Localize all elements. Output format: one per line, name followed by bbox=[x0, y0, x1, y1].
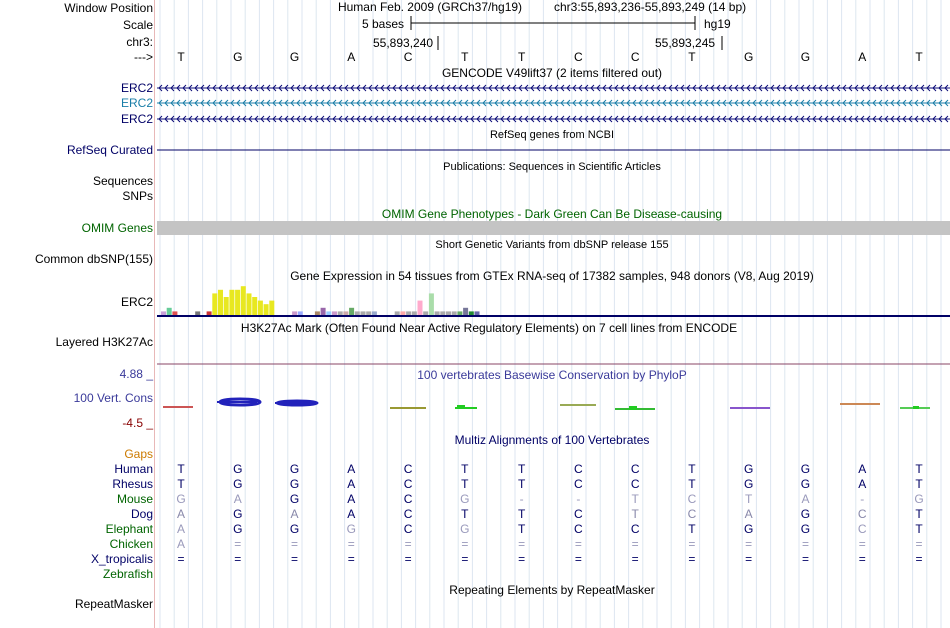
alignment-base: G bbox=[176, 492, 186, 506]
strand-label: ---> bbox=[134, 50, 153, 64]
alignment-base: C bbox=[574, 507, 583, 521]
alignment-base: = bbox=[461, 537, 469, 551]
alignment-base: = bbox=[518, 537, 526, 551]
alignment-base: = bbox=[461, 552, 469, 566]
alignment-base: A bbox=[347, 492, 356, 506]
alignment-base: G bbox=[800, 462, 811, 476]
alignment-base: T bbox=[517, 477, 526, 491]
alignment-base: G bbox=[233, 522, 243, 536]
gtex-label[interactable]: ERC2 bbox=[120, 295, 153, 309]
alignment-base: T bbox=[688, 522, 696, 536]
alignment-base: C bbox=[403, 522, 413, 536]
position-label: chr3:55,893,236-55,893,249 (14 bp) bbox=[554, 0, 747, 14]
alignment-base: G bbox=[289, 462, 300, 476]
alignment-base: T bbox=[461, 507, 469, 521]
gtex-title: Gene Expression in 54 tissues from GTEx RNA-seq of 17382 samples, 948 donors (V8, Aug 2019) bbox=[290, 269, 814, 283]
alignment-base: G bbox=[233, 507, 243, 521]
alignment-base: T bbox=[517, 522, 526, 536]
scale-label: Scale bbox=[122, 18, 153, 32]
alignment-base: C bbox=[574, 522, 583, 536]
scale-text: 5 bases bbox=[362, 17, 405, 31]
alignment-base: T bbox=[461, 477, 469, 491]
seq-base: T bbox=[461, 50, 469, 64]
alignment-base: C bbox=[687, 507, 697, 521]
seq-base: G bbox=[233, 50, 243, 64]
seq-base: A bbox=[858, 50, 867, 64]
refseq-label[interactable]: RefSeq Curated bbox=[66, 143, 153, 157]
alignment-base: C bbox=[574, 477, 583, 491]
cons-label[interactable]: 100 Vert. Cons bbox=[73, 391, 153, 405]
alignment-base: T bbox=[517, 462, 526, 476]
alignment-base: = bbox=[518, 552, 526, 566]
alignment-base: T bbox=[517, 507, 526, 521]
alignment-base: C bbox=[687, 492, 697, 506]
alignment-base: C bbox=[403, 492, 413, 506]
seq-base: C bbox=[574, 50, 583, 64]
alignment-base: = bbox=[801, 552, 809, 566]
gaps-label[interactable]: Gaps bbox=[124, 447, 153, 461]
alignment-base: T bbox=[177, 462, 185, 476]
alignment-base: G bbox=[289, 522, 300, 536]
alignment-base: A bbox=[176, 537, 185, 551]
seq-base: G bbox=[289, 50, 300, 64]
alignment-base: A bbox=[290, 507, 299, 521]
cons-max-label: 4.88 _ bbox=[119, 367, 153, 381]
alignment-base: C bbox=[574, 462, 583, 476]
refseq-title: RefSeq genes from NCBI bbox=[489, 129, 615, 141]
dbsnp-title: Short Genetic Variants from dbSNP release 155 bbox=[435, 239, 669, 251]
alignment-base: C bbox=[403, 462, 413, 476]
coord-1: 55,893,240 bbox=[373, 36, 434, 50]
repeatmasker-label[interactable]: RepeatMasker bbox=[74, 597, 153, 611]
alignment-base: A bbox=[176, 507, 185, 521]
seq-base: C bbox=[630, 50, 640, 64]
alignment-base: T bbox=[688, 462, 696, 476]
alignment-base: C bbox=[630, 522, 640, 536]
snps-label[interactable]: SNPs bbox=[122, 189, 153, 203]
species-rhesus-label[interactable]: Rhesus bbox=[112, 477, 153, 491]
alignment-base: A bbox=[176, 522, 185, 536]
chrom-label: chr3: bbox=[126, 35, 153, 49]
alignment-base: = bbox=[574, 537, 582, 551]
alignment-base: - bbox=[860, 492, 865, 506]
species-human-label[interactable]: Human bbox=[114, 462, 153, 476]
alignment-base: = bbox=[915, 537, 923, 551]
alignment-base: = bbox=[631, 552, 639, 566]
alignment-base: A bbox=[858, 462, 867, 476]
gencode-label-2[interactable]: ERC2 bbox=[120, 96, 153, 110]
alignment-base: = bbox=[404, 537, 412, 551]
alignment-base: = bbox=[234, 552, 242, 566]
alignment-base: T bbox=[915, 507, 923, 521]
window-position-label: Window Position bbox=[64, 1, 153, 15]
alignment-base: G bbox=[800, 507, 811, 521]
alignment-base: T bbox=[631, 492, 639, 506]
alignment-base: = bbox=[915, 552, 923, 566]
alignment-base: - bbox=[519, 492, 524, 506]
cons-title: 100 vertebrates Basewise Conservation by PhyloP bbox=[417, 368, 687, 382]
alignment-base: A bbox=[347, 462, 356, 476]
species-zebrafish-label[interactable]: Zebrafish bbox=[102, 567, 153, 581]
seq-base: T bbox=[688, 50, 696, 64]
alignment-base: A bbox=[347, 477, 356, 491]
alignment-base: = bbox=[177, 552, 185, 566]
alignment-base: G bbox=[744, 477, 754, 491]
seq-base: T bbox=[517, 50, 526, 64]
species-mouse-label[interactable]: Mouse bbox=[116, 492, 153, 506]
alignment-base: G bbox=[744, 462, 754, 476]
cons-min-label: -4.5 _ bbox=[122, 416, 153, 430]
species-elephant-label[interactable]: Elephant bbox=[105, 522, 153, 536]
alignment-base: = bbox=[745, 552, 753, 566]
alignment-base: G bbox=[460, 522, 470, 536]
alignment-base: C bbox=[857, 522, 867, 536]
alignment-base: G bbox=[800, 522, 811, 536]
alignment-base: - bbox=[576, 492, 581, 506]
alignment-base: = bbox=[404, 552, 412, 566]
alignment-base: G bbox=[460, 492, 470, 506]
alignment-base: C bbox=[403, 477, 413, 491]
h3k27-title: H3K27Ac Mark (Often Found Near Active Regulatory Elements) on 7 cell lines from ENCODE bbox=[240, 321, 738, 335]
alignment-base: G bbox=[289, 492, 300, 506]
assembly-label: Human Feb. 2009 (GRCh37/hg19) bbox=[337, 0, 523, 14]
alignment-base: G bbox=[800, 477, 811, 491]
alignment-base: A bbox=[347, 507, 356, 521]
alignment-base: A bbox=[233, 492, 242, 506]
alignment-base: = bbox=[631, 537, 639, 551]
omim-label[interactable]: OMIM Genes bbox=[81, 221, 153, 235]
species-xtropicalis-label[interactable]: X_tropicalis bbox=[90, 552, 153, 566]
alignment-base: T bbox=[915, 522, 923, 536]
repeat-title: Repeating Elements by RepeatMasker bbox=[449, 583, 655, 597]
alignment-base: = bbox=[745, 537, 753, 551]
species-dog-label[interactable]: Dog bbox=[130, 507, 153, 521]
track-area[interactable] bbox=[155, 0, 950, 628]
track-graphics bbox=[155, 0, 950, 628]
sequences-label[interactable]: Sequences bbox=[92, 174, 153, 188]
alignment-base: T bbox=[177, 477, 185, 491]
alignment-base: G bbox=[233, 477, 243, 491]
omim-title: OMIM Gene Phenotypes - Dark Green Can Be Disease-causing bbox=[381, 207, 723, 221]
alignment-base: = bbox=[858, 537, 866, 551]
species-chicken-label[interactable]: Chicken bbox=[109, 537, 153, 551]
alignment-base: G bbox=[914, 492, 924, 506]
alignment-base: A bbox=[858, 477, 867, 491]
alignment-base: = bbox=[801, 537, 809, 551]
alignment-base: = bbox=[858, 552, 866, 566]
alignment-base: T bbox=[915, 462, 923, 476]
alignment-base: G bbox=[744, 522, 754, 536]
alignment-base: = bbox=[688, 552, 696, 566]
seq-base: T bbox=[915, 50, 923, 64]
gencode-label-1[interactable]: ERC2 bbox=[120, 81, 153, 95]
scale-db: hg19 bbox=[704, 17, 731, 31]
alignment-base: G bbox=[233, 462, 243, 476]
dbsnp-label[interactable]: Common dbSNP(155) bbox=[34, 252, 153, 266]
alignment-base: = bbox=[688, 537, 696, 551]
multiz-title: Multiz Alignments of 100 Vertebrates bbox=[454, 433, 650, 447]
seq-base: C bbox=[403, 50, 413, 64]
coord-2: 55,893,245 bbox=[655, 36, 716, 50]
alignment-base: = bbox=[574, 552, 582, 566]
alignment-base: T bbox=[745, 492, 753, 506]
alignment-base: A bbox=[801, 492, 810, 506]
alignment-base: T bbox=[915, 477, 923, 491]
alignment-base: A bbox=[744, 507, 753, 521]
seq-base: G bbox=[800, 50, 811, 64]
alignment-base: G bbox=[289, 477, 300, 491]
alignment-base: C bbox=[630, 462, 640, 476]
alignment-base: T bbox=[461, 462, 469, 476]
alignment-base: = bbox=[291, 552, 299, 566]
seq-base: G bbox=[744, 50, 754, 64]
gencode-title: GENCODE V49lift37 (2 items filtered out) bbox=[441, 66, 663, 80]
seq-base: A bbox=[347, 50, 356, 64]
alignment-base: = bbox=[291, 537, 299, 551]
gencode-label-3[interactable]: ERC2 bbox=[120, 112, 153, 126]
h3k27-label[interactable]: Layered H3K27Ac bbox=[55, 335, 153, 349]
alignment-base: T bbox=[688, 477, 696, 491]
alignment-base: = bbox=[234, 537, 242, 551]
alignment-base: C bbox=[403, 507, 413, 521]
alignment-base: C bbox=[857, 507, 867, 521]
alignment-base: T bbox=[631, 507, 639, 521]
alignment-base: C bbox=[630, 477, 640, 491]
pubs-title: Publications: Sequences in Scientific Articles bbox=[443, 161, 661, 173]
alignment-base: G bbox=[346, 522, 356, 536]
seq-base: T bbox=[177, 50, 185, 64]
alignment-base: = bbox=[347, 537, 355, 551]
alignment-base: = bbox=[347, 552, 355, 566]
